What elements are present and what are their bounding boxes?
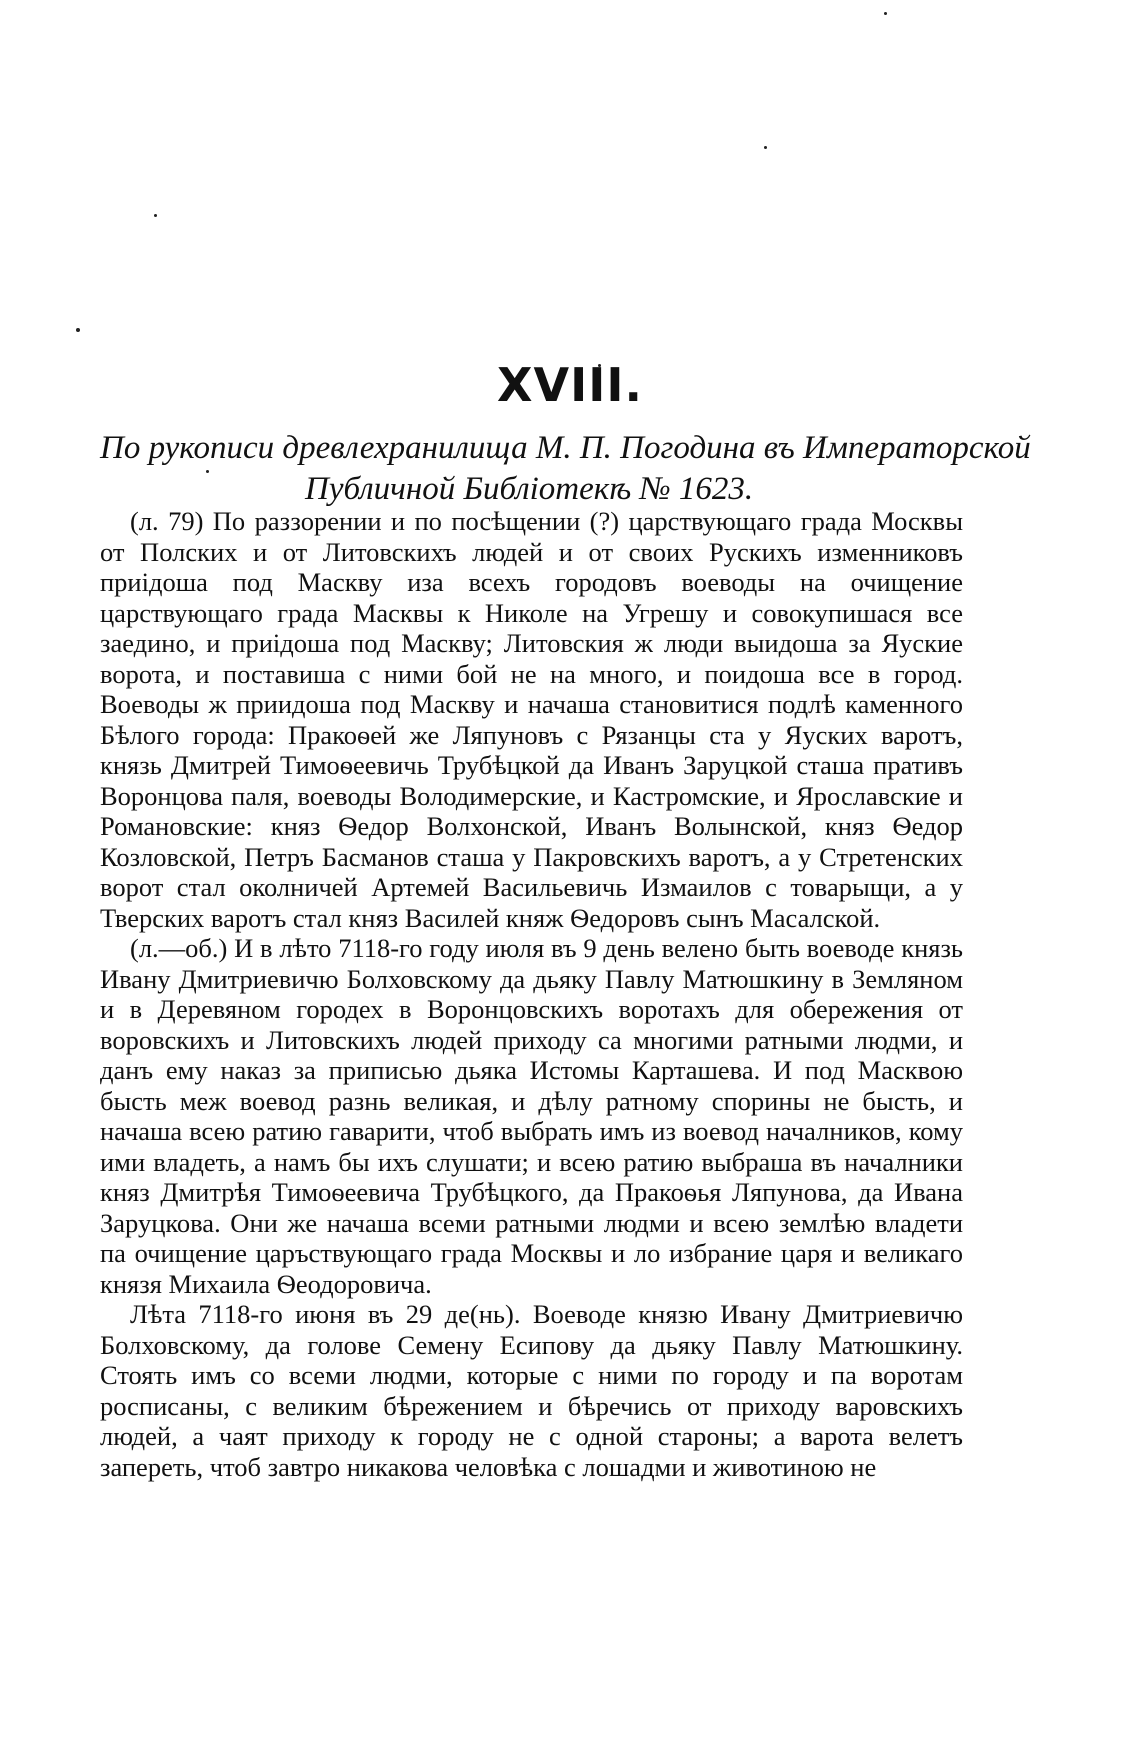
chapter-number: XVIII. bbox=[497, 358, 643, 412]
paragraph-1: (л. 79) По раззорении и по посѣщении (?) царствующаго града Москвы от Полских и от Литовскихъ людей и от своих Рускихъ изменниковъ приідоша под Маскву иза всехъ городовъ воеводы на очищение царствующаго града Масквы к Николе на Угрешу и совокупишася все заедино, и приідоша под Маскву; Литовския ж люди выидоша за Яуские ворота, и поставиша с ними бой не на много, и поидоша все в город. Воеводы ж приидоша под Маскву и начаша становитися подлѣ каменного Бѣлого города: Пракоѳей же Ляпуновъ с Рязанцы ста у Яуских варотъ, князь Дмитрей Тимоѳеевичь Трубѣцкой да Иванъ Заруцкой сташа пративъ Воронцова паля, воеводы Володимерские, и Кастромские, и Ярославские и Романовские: княз Ѳедор Волхонской, Иванъ Волынской, княз Ѳедор Козловской, Петръ Басманов сташа у Пакровскихъ варотъ, а у Стретенских ворот стал околничей Артемей Васильевичь Измаилов с товарыщи, а у Тверских варотъ стал княз Василей княж Ѳедоровъ сынъ Масалской. bbox=[100, 506, 963, 933]
paragraph-3: Лѣта 7118-го июня въ 29 де(нь). Воеводе князю Ивану Дмитриевичю Болховскому, да голове Семену Есипову да дьяку Павлу Матюшкину. Стоять имъ со всеми людми, которые с ними по городу и па воротам росписаны, с великим бѣрежением и бѣречись от приходу варовскихъ людей, а чаят приходу к городу не с одной староны; а варота велетъ запереть, чтоб завтро никакова человѣка с лошадми и животиною не bbox=[100, 1299, 963, 1482]
source-heading-line-2: Публичной Библіотекѣ № 1623. bbox=[305, 471, 754, 507]
source-heading-line-1: По рукописи древлехранилища М. П. Погодина въ Императорской bbox=[100, 430, 1031, 466]
scan-speck bbox=[884, 12, 887, 15]
scan-speck bbox=[76, 328, 80, 332]
document-body bbox=[100, 506, 963, 1482]
scan-speck bbox=[154, 214, 157, 217]
source-heading bbox=[100, 428, 1031, 510]
scan-speck bbox=[764, 146, 767, 149]
paragraph-2: (л.—об.) И в лѣто 7118-го году июля въ 9 день велено быть воеводе князь Ивану Дмитриевичю Болховскому да дьяку Павлу Матюшкину в Земляном и в Деревяном городех в Воронцовскихъ воротахъ для обережения от воровскихъ и Литовскихъ людей приходу са многими ратными людми, и данъ ему наказ за приписью дьяка Истомы Карташева. И под Масквою бысть меж воевод разнь великая, и дѣлу ратному спорины не бысть, и начаша всею ратию гаварити, чтоб выбрать имъ из воевод началников, кому ими владеть, а намъ бы ихъ слушати; и всею ратию выбраша въ началники княз Дмитрѣя Тимоѳеевича Трубѣцкого, да Пракоѳья Ляпунова, да Ивана Заруцкова. Они же начаша всеми ратными людми и всею землѣю владети па очищение царъствующаго града Москвы и ло избрание царя и великаго князя Михаила Ѳеодоровича. bbox=[100, 933, 963, 1299]
